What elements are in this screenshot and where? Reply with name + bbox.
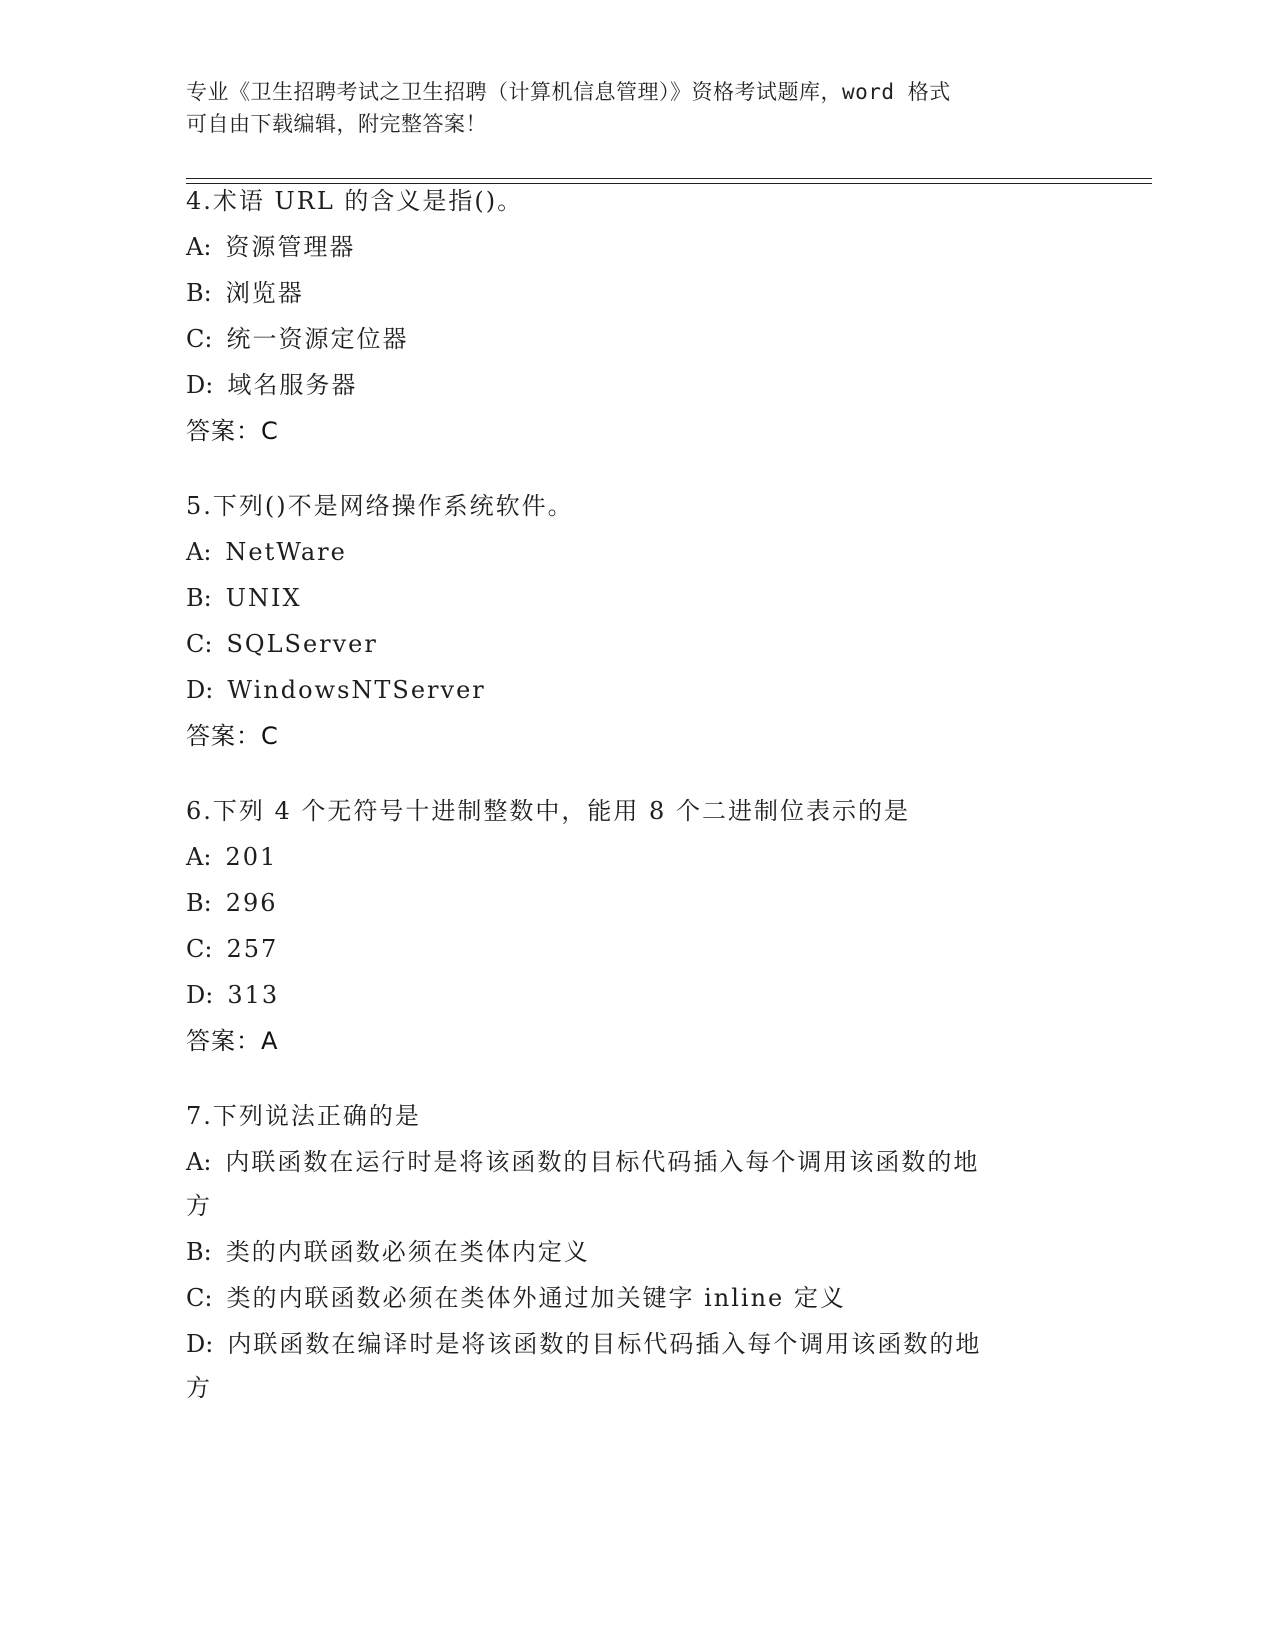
question-7 — [186, 1101, 1086, 1419]
option-letter: D: — [186, 371, 214, 399]
option-c — [186, 324, 1086, 370]
option-letter: C: — [186, 1284, 213, 1312]
option-text: 类的内联函数必须在类体内定义 — [225, 1238, 590, 1266]
question-stem: 7.下列说法正确的是 — [186, 1102, 421, 1130]
option-letter: D: — [186, 1330, 214, 1358]
option-letter: A: — [186, 538, 212, 566]
option-a-continuation: 方 — [186, 1192, 212, 1220]
option-text: NetWare — [225, 538, 347, 566]
option-c — [186, 934, 1086, 980]
option-text: 内联函数在运行时是将该函数的目标代码插入每个调用该函数的地 — [225, 1148, 980, 1176]
option-d — [186, 1329, 1086, 1359]
option-letter: C: — [186, 325, 213, 353]
option-letter: D: — [186, 676, 214, 704]
answer-label: 答案：C — [186, 417, 279, 445]
option-text: 浏览器 — [225, 279, 304, 307]
option-text: 257 — [226, 935, 279, 963]
question-5 — [186, 491, 1086, 767]
option-text: 201 — [225, 843, 278, 871]
option-d-continuation: 方 — [186, 1374, 212, 1402]
option-b — [186, 1237, 1086, 1283]
answer-label: 答案：A — [186, 1027, 279, 1055]
question-6 — [186, 796, 1086, 1072]
option-d — [186, 370, 1086, 416]
option-b — [186, 888, 1086, 934]
option-c — [186, 629, 1086, 675]
answer-label: 答案：C — [186, 722, 279, 750]
option-c — [186, 1283, 1086, 1329]
option-text: 统一资源定位器 — [226, 325, 409, 353]
option-text: 296 — [225, 889, 278, 917]
option-b — [186, 278, 1086, 324]
header-divider-top — [186, 178, 1152, 179]
option-letter: B: — [186, 279, 212, 307]
question-stem: 4.术语 URL 的含义是指()。 — [186, 187, 524, 215]
header-divider-bottom — [186, 183, 1152, 184]
option-text: 域名服务器 — [227, 371, 358, 399]
document-header — [186, 76, 1066, 140]
header-line-2: 可自由下载编辑，附完整答案！ — [186, 112, 487, 136]
option-a — [186, 232, 1086, 278]
option-letter: D: — [186, 981, 214, 1009]
option-d — [186, 675, 1086, 721]
header-line-1: 专业《卫生招聘考试之卫生招聘（计算机信息管理）》资格考试题库，word 格式 — [186, 80, 951, 104]
question-stem: 6.下列 4 个无符号十进制整数中，能用 8 个二进制位表示的是 — [186, 797, 910, 825]
option-letter: B: — [186, 584, 212, 612]
option-letter: B: — [186, 1238, 212, 1266]
option-b — [186, 583, 1086, 629]
option-text: 313 — [227, 981, 280, 1009]
option-a — [186, 1147, 1086, 1177]
option-a — [186, 842, 1086, 888]
option-a — [186, 537, 1086, 583]
option-letter: A: — [186, 1148, 212, 1176]
option-letter: C: — [186, 935, 213, 963]
option-text: 类的内联函数必须在类体外通过加关键字 inline 定义 — [226, 1284, 846, 1312]
option-letter: A: — [186, 843, 212, 871]
option-letter: C: — [186, 630, 213, 658]
option-letter: B: — [186, 889, 212, 917]
option-text: UNIX — [225, 584, 302, 612]
option-text: WindowsNTServer — [227, 676, 486, 704]
option-text: 内联函数在编译时是将该函数的目标代码插入每个调用该函数的地 — [227, 1330, 982, 1358]
question-stem: 5.下列()不是网络操作系统软件。 — [186, 492, 574, 520]
option-d — [186, 980, 1086, 1026]
option-text: SQLServer — [226, 630, 378, 658]
option-letter: A: — [186, 233, 212, 261]
option-text: 资源管理器 — [225, 233, 356, 261]
question-4 — [186, 186, 1086, 462]
